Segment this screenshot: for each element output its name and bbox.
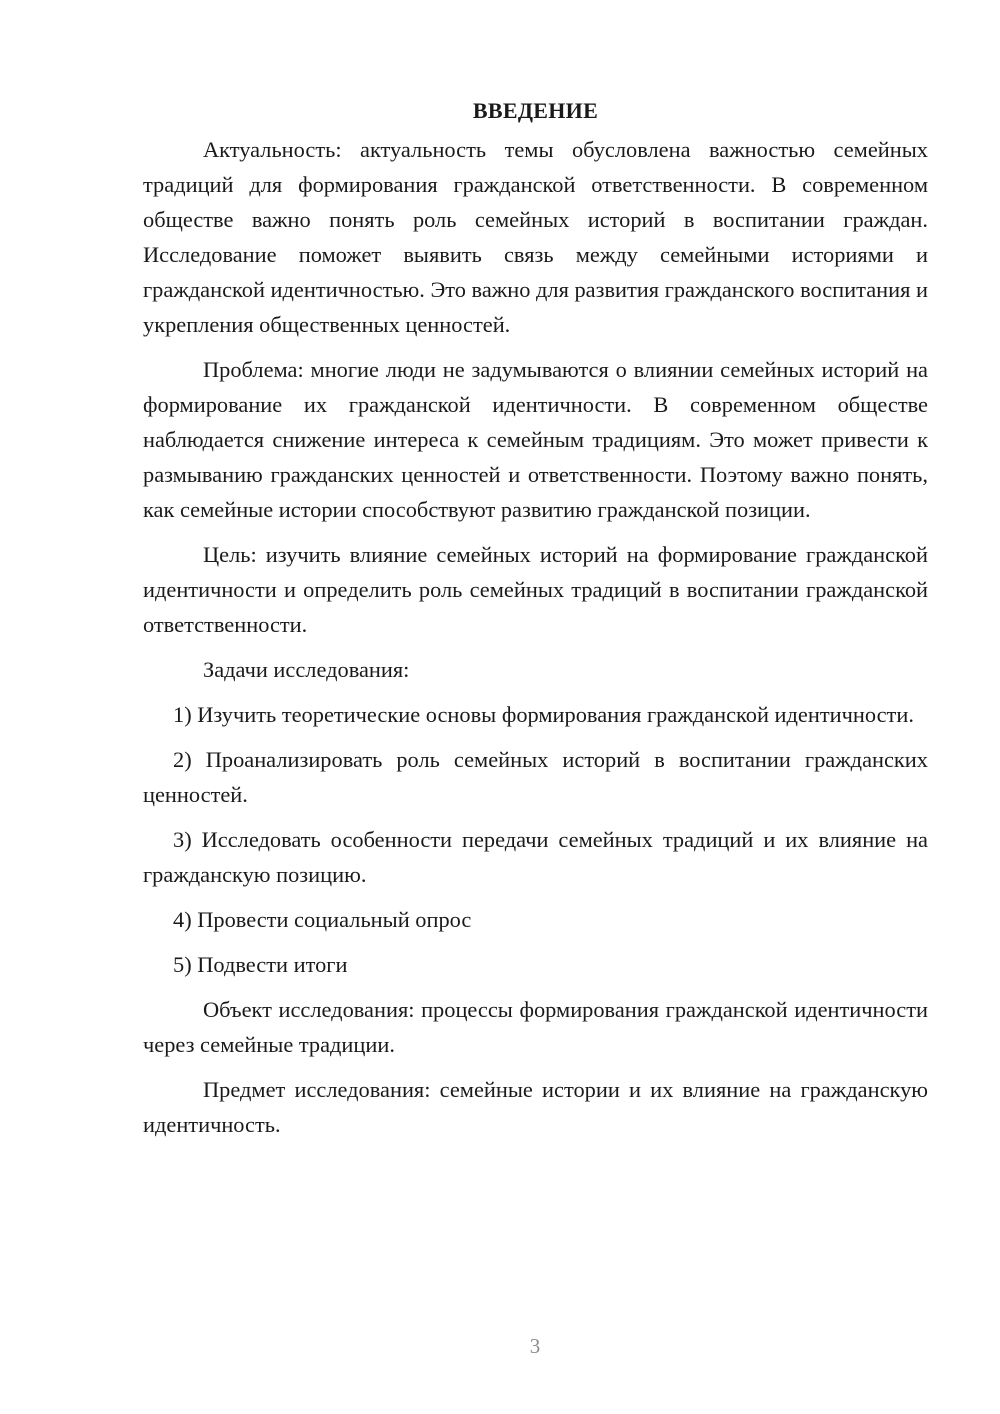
task-item-2: 2) Проанализировать роль семейных историй в воспитании гражданских ценностей. bbox=[143, 747, 928, 807]
paragraph-goal: Цель: изучить влияние семейных историй на формирование гражданской идентичности и определить роль семейных традиций в воспитании гражданской ответственности. bbox=[143, 542, 928, 637]
task-item-1: 1) Изучить теоретические основы формирования гражданской идентичности. bbox=[173, 702, 914, 727]
page-content bbox=[143, 94, 928, 1152]
paragraph-tasks-intro: Задачи исследования: bbox=[203, 657, 410, 682]
paragraph-subject: Предмет исследования: семейные истории и их влияние на гражданскую идентичность. bbox=[143, 1077, 928, 1137]
paragraph-relevance: Актуальность: актуальность темы обусловлена важностью семейных традиций для формирования гражданской ответственности. В современном обществе важно понять роль семейных историй в воспитании граждан. Исследование поможет выявить связь между семейными историями и гражданской идентичностью. Это важно для развития гражданского воспитания и укрепления общественных ценностей. bbox=[143, 137, 928, 337]
paragraph-problem: Проблема: многие люди не задумываются о влиянии семейных историй на формирование их гражданской идентичности. В современном обществе наблюдается снижение интереса к семейным традициям. Это может привести к размыванию гражданских ценностей и ответственности. Поэтому важно понять, как семейные истории способствуют развитию гражданской позиции. bbox=[143, 357, 928, 522]
page-number: 3 bbox=[529, 1334, 541, 1358]
paragraph-object: Объект исследования: процессы формирования гражданской идентичности через семейные традиции. bbox=[143, 997, 928, 1057]
task-item-4: 4) Провести социальный опрос bbox=[173, 907, 472, 932]
task-item-5: 5) Подвести итоги bbox=[173, 952, 348, 977]
task-item-3: 3) Исследовать особенности передачи семейных традиций и их влияние на гражданскую позицию. bbox=[143, 827, 928, 887]
page-heading: ВВЕДЕНИЕ bbox=[472, 98, 599, 123]
